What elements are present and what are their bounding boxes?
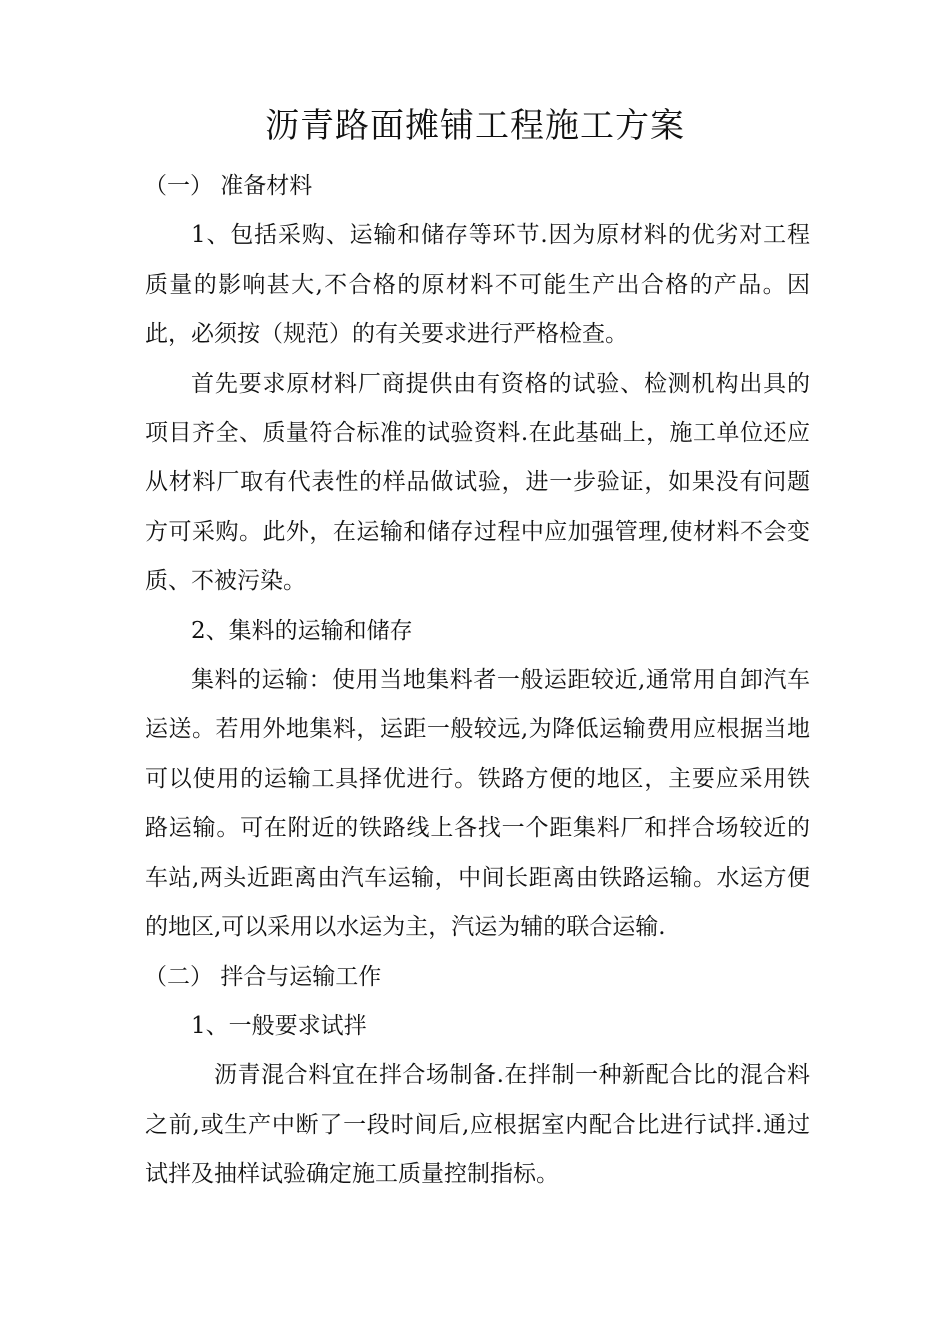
paragraph-material-inspection: 首先要求原材料厂商提供由有资格的试验、检测机构出具的项目齐全、质量符合标准的试验资料.在此基础上，施工单位还应从材料厂取有代表性的样品做试验，进一步验证，如果没有问题方可采购。此外，在运输和储存过程中应加强管理,使材料不会变质、不被污染。 — [145, 370, 810, 595]
paragraph-trial-mixing: 沥青混合料宜在拌合场制备.在拌制一种新配合比的混合料之前,或生产中断了一段时间后,应根据室内配合比进行试拌.通过试拌及抽样试验确定施工质量控制指标。 — [145, 1062, 810, 1188]
subheading-trial-mixing: 1、一般要求试拌 — [191, 1012, 367, 1039]
subheading-aggregate-transport: 2、集料的运输和储存 — [191, 617, 413, 644]
paragraph-procurement: 1、包括采购、运输和储存等环节.因为原材料的优劣对工程质量的影响甚大,不合格的原材料不可能生产出合格的产品。因此，必须按（规范）的有关要求进行严格检查。 — [145, 222, 810, 348]
document-title: 沥青路面摊铺工程施工方案 — [265, 106, 685, 146]
paragraph-aggregate-transport: 集料的运输：使用当地集料者一般运距较近,通常用自卸汽车运送。若用外地集料，运距一般较远,为降低运输费用应根据当地可以使用的运输工具择优进行。铁路方便的地区，主要应采用铁路运输。可在附近的铁路线上各找一个距集料厂和拌合场较近的车站,两头近距离由汽车运输，中间长距离由铁路运输。水运方便的地区,可以采用以水运为主，汽运为辅的联合运输. — [145, 667, 810, 941]
document-body — [145, 162, 810, 1200]
section-heading-2: （二） 拌合与运输工作 — [144, 963, 382, 990]
section-heading-1: （一） 准备材料 — [144, 173, 313, 199]
